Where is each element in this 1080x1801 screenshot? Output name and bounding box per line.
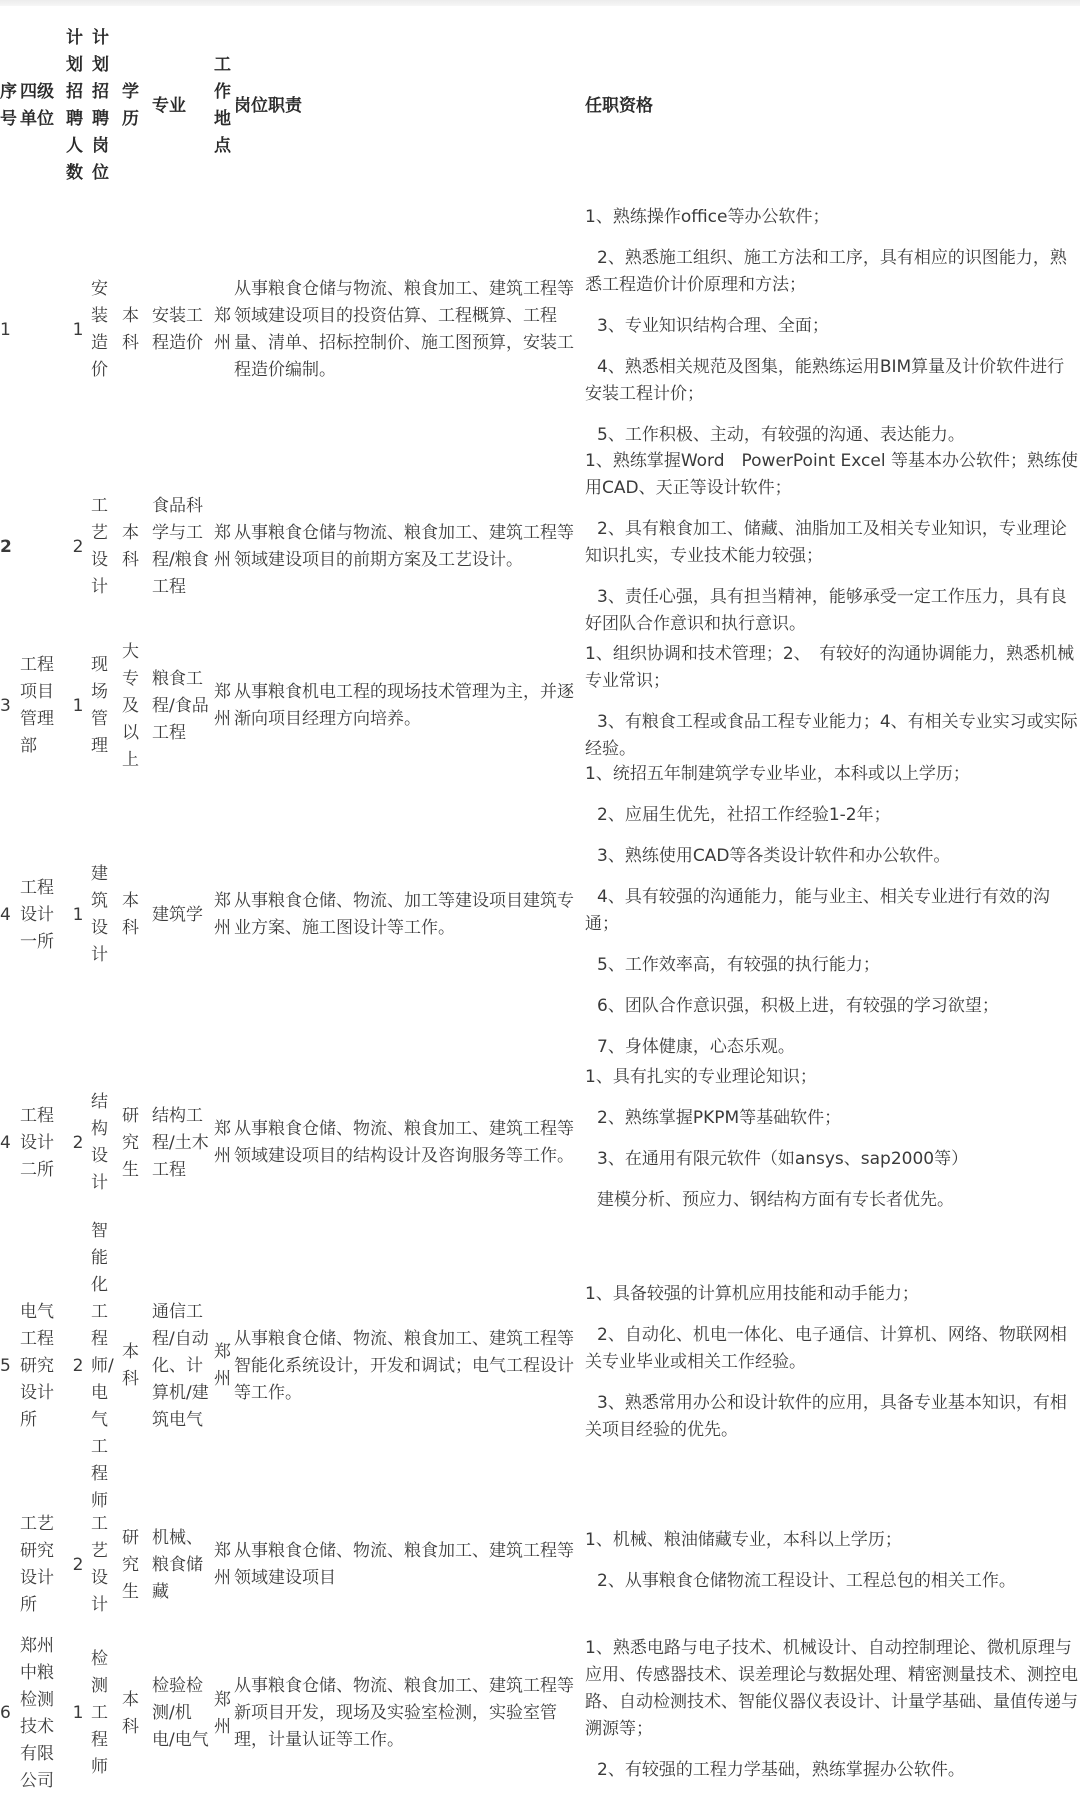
row-num: 1 (72, 1703, 84, 1723)
header-duty: 岗位职责 (234, 95, 302, 116)
table-row (0, 1058, 1080, 1228)
row-location: 郑州 (214, 1689, 231, 1737)
row-requirements (585, 1626, 1078, 1801)
row-requirements (585, 206, 1078, 454)
recruitment-table (0, 6, 1080, 1801)
row-duty: 从事粮食仓储、物流、粮食加工、建筑工程等智能化系统设计，开发和调试；电气工程设计等工作。 (234, 1328, 574, 1403)
row-duty: 从事粮食仓储、物流、粮食加工、建筑工程等领域建设项目的结构设计及咨询服务等工作。 (234, 1119, 574, 1166)
row-location: 郑州 (214, 891, 231, 938)
row-location: 郑州 (214, 1119, 231, 1166)
row-position: 工艺设计 (91, 496, 108, 597)
row-unit (20, 206, 65, 454)
row-education: 本科 (122, 1342, 139, 1389)
row-num: 2 (72, 536, 84, 557)
row-position: 检测工程师 (91, 1649, 108, 1777)
requirement-item: 2、有较强的工程力学基础，熟练掌握办公软件。 (597, 1760, 965, 1780)
requirement-item: 2、从事粮食仓储物流工程设计、工程总包的相关工作。 (597, 1571, 1016, 1591)
row-major: 建筑学 (152, 904, 203, 925)
row-seq: 1 (0, 319, 11, 340)
requirement-item: 3、专业知识结构合理、全面； (597, 315, 829, 336)
row-seq: 4 (0, 904, 11, 925)
requirement-item: 1、具有扎实的专业理论知识； (585, 1067, 817, 1087)
header-req: 任职资格 (585, 95, 653, 116)
table-row (0, 451, 1080, 640)
row-requirements (585, 640, 1078, 772)
requirement-item: 4、具有较强的沟通能力，能与业主、相关专业进行有效的沟通； (585, 887, 1050, 934)
header-major: 专业 (152, 95, 186, 116)
row-seq: 3 (0, 695, 11, 716)
requirement-item: 5、工作积极、主动，有较强的沟通、表达能力。 (597, 424, 965, 445)
table-row (0, 764, 1080, 1058)
row-major: 结构工程/土木工程 (152, 1105, 209, 1180)
row-duty: 从事粮食仓储、物流、粮食加工、建筑工程等新项目开发，现场及实验室检测，实验室管理，计量认证等工作。 (234, 1676, 574, 1750)
row-duty: 从事粮食仓储、物流、加工等建设项目建筑专业方案、施工图设计等工作。 (234, 891, 574, 938)
requirement-item: 1、熟练操作office等办公软件； (585, 206, 830, 227)
row-location: 郑州 (214, 1541, 231, 1588)
table-row (0, 206, 1080, 454)
row-position: 安装造价 (91, 279, 108, 380)
row-duty: 从事粮食仓储与物流、粮食加工、建筑工程等领域建设项目的投资估算、工程概算、工程量、清单、招标控制价、施工图预算，安装工程造价编制。 (234, 279, 574, 380)
header-edu: 学历 (122, 82, 139, 129)
row-seq: 6 (0, 1703, 11, 1723)
requirement-item: 3、熟练使用CAD等各类设计软件和办公软件。 (597, 846, 951, 866)
requirement-item: 3、责任心强，具有担当精神，能够承受一定工作压力，具有良好团队合作意识和执行意识。 (585, 587, 1067, 634)
header-num: 计划招聘人数 (66, 28, 83, 183)
requirement-item: 1、组织协调和技术管理；2、 有较好的沟通协调能力，熟悉机械专业常识； (585, 644, 1075, 691)
requirement-item: 1、熟悉电路与电子技术、机械设计、自动控制理论、微机原理与应用、传感器技术、误差理论与数据处理、精密测量技术、测控电路、自动检测技术、智能仪器仪表设计、计量学基础、量值传递与溯源等； (585, 1638, 1078, 1739)
row-seq: 4 (0, 1132, 11, 1153)
row-education: 研究生 (122, 1527, 139, 1602)
row-major: 粮食工程/食品工程 (152, 668, 209, 743)
header-unit: 四级单位 (20, 82, 54, 129)
row-unit (20, 454, 65, 640)
requirement-item: 2、应届生优先，社招工作经验1-2年； (597, 805, 891, 825)
table-header-row (0, 6, 1080, 206)
table-row (0, 1220, 1080, 1511)
row-requirements (585, 1504, 1078, 1626)
row-seq: 5 (0, 1355, 11, 1376)
requirement-item: 2、具有粮食加工、储藏、油脂加工及相关专业知识，专业理论知识扎实，专业技术能力较强； (585, 519, 1067, 566)
row-num: 2 (72, 1355, 84, 1376)
row-num: 1 (72, 319, 84, 340)
requirement-item: 2、自动化、机电一体化、电子通信、计算机、网络、物联网相关专业毕业或相关工作经验。 (585, 1324, 1067, 1372)
row-major: 安装工程造价 (152, 306, 203, 353)
header-pos: 计划招聘岗位 (92, 28, 109, 183)
table-row (0, 640, 1080, 772)
row-requirements (585, 764, 1078, 1058)
row-position: 结构设计 (91, 1092, 108, 1193)
row-major: 通信工程/自动化、计算机/建筑电气 (152, 1301, 209, 1430)
row-education: 研究生 (122, 1105, 139, 1180)
row-position: 工艺设计 (91, 1514, 108, 1615)
requirement-item: 5、工作效率高，有较强的执行能力； (597, 955, 880, 975)
row-num: 2 (72, 1554, 84, 1575)
requirement-item: 3、在通用有限元软件（如ansys、sap2000等） (597, 1149, 969, 1169)
row-location: 郑州 (214, 1342, 231, 1389)
row-seq: 2 (0, 536, 12, 557)
row-requirements (585, 451, 1078, 640)
requirement-item: 3、熟悉常用办公和设计软件的应用，具备专业基本知识，有相关项目经验的优先。 (585, 1392, 1067, 1440)
requirement-item: 1、机械、粮油储藏专业，本科以上学历； (585, 1530, 902, 1550)
row-duty: 从事粮食仓储与物流、粮食加工、建筑工程等领域建设项目的前期方案及工艺设计。 (234, 523, 574, 570)
table-row (0, 1504, 1080, 1626)
requirement-item: 1、熟练掌握Word PowerPoint Excel 等基本办公软件；熟练使用CAD、天正等设计软件； (585, 451, 1078, 498)
row-duty: 从事粮食机电工程的现场技术管理为主，并逐渐向项目经理方向培养。 (234, 682, 574, 729)
row-position: 现场管理 (91, 655, 108, 756)
row-location: 郑州 (214, 682, 231, 729)
row-duty: 从事粮食仓储、物流、粮食加工、建筑工程等领域建设项目 (234, 1541, 574, 1588)
row-position: 智能化工程师/电气工程师 (91, 1220, 114, 1511)
row-num: 1 (72, 695, 84, 716)
row-education: 本科 (122, 891, 139, 938)
row-position: 建筑设计 (91, 864, 108, 965)
requirement-item: 建模分析、预应力、钢结构方面有专长者优先。 (597, 1190, 954, 1210)
row-major: 食品科学与工程/粮食工程 (152, 496, 209, 597)
row-num: 2 (72, 1132, 84, 1153)
requirement-item: 1、具备较强的计算机应用技能和动手能力； (585, 1283, 919, 1304)
row-education: 本科 (122, 1689, 139, 1737)
row-education: 本科 (122, 306, 139, 353)
row-unit: 电气工程研究设计所 (20, 1301, 54, 1430)
header-loc: 工作地点 (214, 55, 231, 156)
row-unit: 郑州中粮检测 技术有限公司 (20, 1635, 71, 1791)
table-row (0, 1626, 1080, 1801)
row-location: 郑州 (214, 523, 231, 570)
requirement-item: 7、身体健康，心态乐观。 (597, 1037, 795, 1057)
row-major: 检验检测/机电/电气 (152, 1676, 209, 1750)
header-seq: 序号 (0, 82, 17, 129)
row-unit: 工程项目管理部 (20, 655, 54, 756)
row-unit: 工艺研究设计所 (20, 1514, 54, 1615)
row-major: 机械、粮食储藏 (152, 1527, 203, 1602)
row-seq (0, 1504, 22, 1626)
requirement-item: 1、统招五年制建筑学专业毕业，本科或以上学历； (585, 764, 970, 784)
row-unit: 工程设计二所 (20, 1105, 54, 1180)
requirement-item: 4、熟悉相关规范及图集，能熟练运用BIM算量及计价软件进行安装工程计价； (585, 356, 1065, 404)
row-unit: 工程设计一所 (20, 877, 54, 952)
requirement-item: 6、团队合作意识强，积极上进，有较强的学习欲望； (597, 996, 999, 1016)
row-location: 郑州 (214, 306, 231, 353)
row-requirements (585, 1058, 1078, 1228)
requirement-item: 2、熟练掌握PKPM等基础软件； (597, 1108, 842, 1128)
row-education: 本科 (122, 523, 139, 570)
row-num: 1 (72, 904, 84, 925)
requirement-item: 3、有粮食工程或食品工程专业能力；4、有相关专业实习或实际经验。 (585, 712, 1078, 759)
row-requirements (585, 1228, 1078, 1504)
requirement-item: 2、熟悉施工组织、施工方法和工序，具有相应的识图能力，熟悉工程造价计价原理和方法； (585, 247, 1067, 295)
row-education: 大专及以上 (122, 641, 139, 770)
